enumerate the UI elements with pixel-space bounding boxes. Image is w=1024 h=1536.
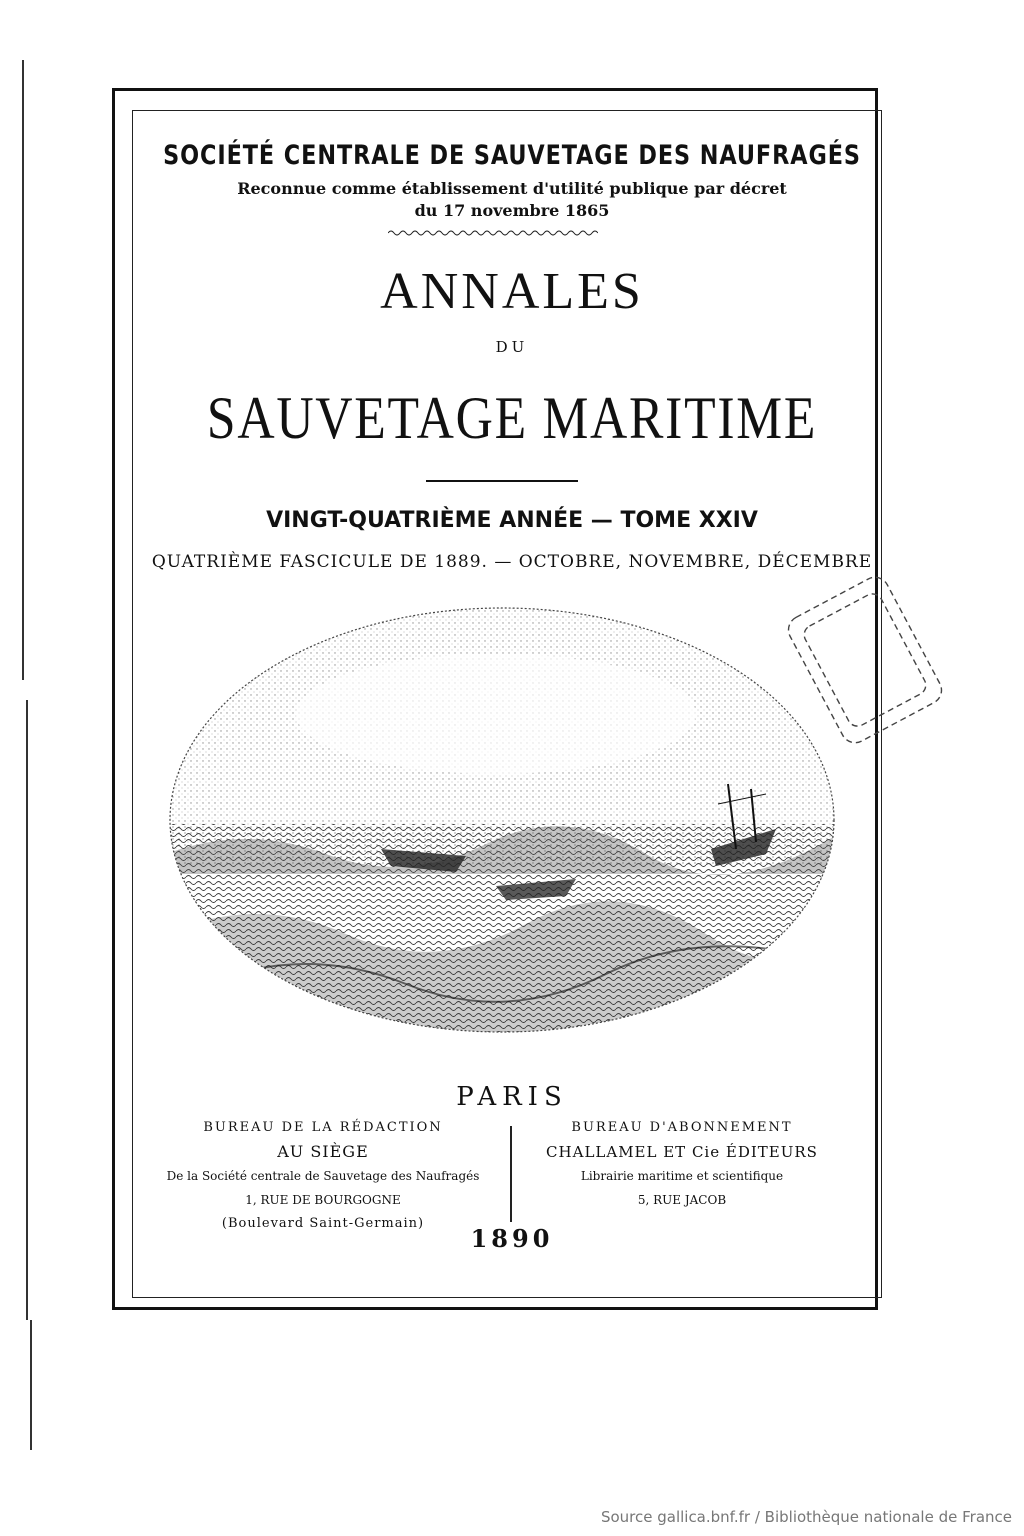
left-line-4: 1, RUE DE BOURGOGNE: [245, 1193, 401, 1207]
wavy-rule-ornament: [388, 228, 598, 238]
scan-margin-line: [30, 1320, 32, 1450]
right-line-1: BUREAU D'ABONNEMENT: [571, 1120, 793, 1135]
left-line-5: (Boulevard Saint-Germain): [221, 1216, 425, 1231]
imprint-divider: [510, 1126, 512, 1222]
scan-margin-line: [22, 60, 24, 680]
society-name: SOCIÉTÉ CENTRALE DE SAUVETAGE DES NAUFRAGÉS: [163, 140, 861, 171]
left-line-3: De la Société centrale de Sauvetage des Naufragés: [166, 1169, 480, 1183]
title-du: DU: [495, 338, 529, 356]
fascicule-line: QUATRIÈME FASCICULE DE 1889. — OCTOBRE, NOVEMBRE, DÉCEMBRE: [151, 552, 873, 572]
source-credit: Source gallica.bnf.fr / Bibliothèque nationale de France: [600, 1508, 1012, 1526]
storm-sea-engraving: [166, 604, 838, 1036]
imprint-right-column: [526, 1116, 838, 1212]
volume-line: VINGT-QUATRIÈME ANNÉE — TOME XXIV: [266, 508, 758, 533]
right-line-2: CHALLAMEL ET Cie ÉDITEURS: [546, 1143, 818, 1161]
right-line-4: 5, RUE JACOB: [637, 1193, 727, 1207]
publication-year: 1890: [470, 1224, 554, 1253]
title-annales: ANNALES: [380, 263, 644, 320]
title-rule: [426, 480, 578, 482]
imprint-city: PARIS: [456, 1082, 568, 1112]
right-line-3: Librairie maritime et scientifique: [580, 1169, 784, 1183]
left-line-2: AU SIÈGE: [277, 1142, 369, 1161]
left-line-1: BUREAU DE LA RÉDACTION: [203, 1120, 443, 1135]
recognition-line-2: du 17 novembre 1865: [414, 201, 610, 220]
recognition-line-1: Reconnue comme établissement d'utilité publique par décret: [237, 179, 787, 198]
library-stamp: [770, 560, 960, 760]
title-main: SAUVETAGE MARITIME: [206, 385, 818, 451]
imprint-left-column: [162, 1116, 484, 1236]
recognition-notice: [0, 178, 1024, 222]
